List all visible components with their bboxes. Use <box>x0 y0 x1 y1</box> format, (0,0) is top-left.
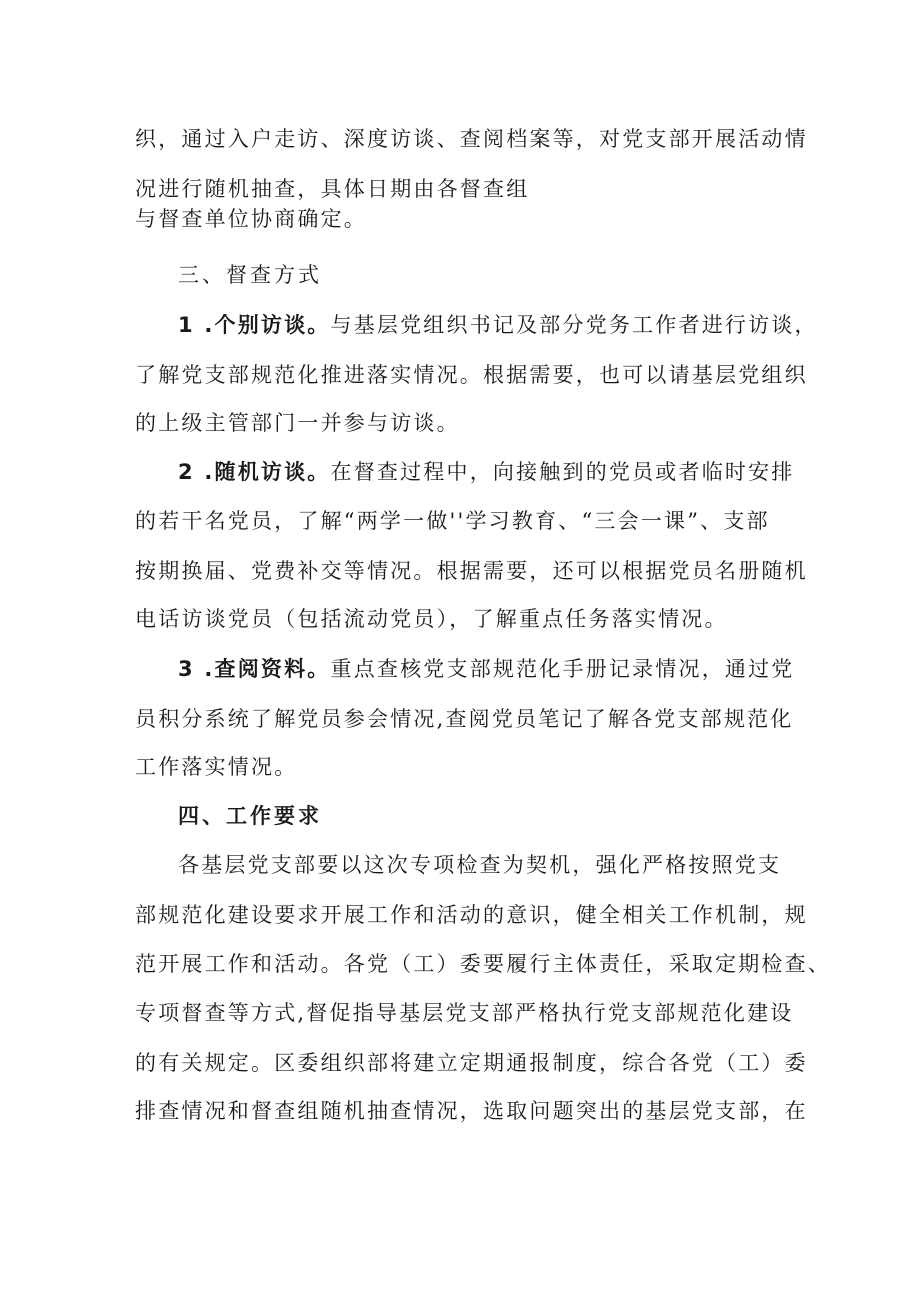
section-heading: 三、督查方式 <box>178 263 322 287</box>
paragraph-line: 工作落实情况。 <box>135 755 298 779</box>
paragraph-line: 的若干名党员，了解“两学一做''学习教育、“三会一课”、支部 <box>135 509 770 533</box>
item-3-lead: 3 .查阅资料。 <box>178 657 331 681</box>
paragraph-line: 员积分系统了解党员参会情况,查阅党员笔记了解各党支部规范化 <box>135 707 794 731</box>
paragraph-line: 况进行随机抽查，具体日期由各督查组 <box>135 177 530 201</box>
paragraph-line: 的有关规定。区委组织部将建立定期通报制度，综合各党（工）委 <box>135 1051 808 1075</box>
item-2-lead: 2 .随机访谈。 <box>178 460 331 484</box>
paragraph-line: 部规范化建设要求开展工作和活动的意识，健全相关工作机制，规 <box>135 903 808 927</box>
paragraph-line: 的上级主管部门一并参与访谈。 <box>135 411 460 435</box>
paragraph-line: 与督查单位协商确定。 <box>135 207 367 231</box>
paragraph-line: 了解党支部规范化推进落实情况。根据需要，也可以请基层党组织 <box>135 363 808 387</box>
item-1-lead: 1 .个别访谈。 <box>178 313 331 337</box>
paragraph-line: 电话访谈党员（包括流动党员），了解重点任务落实情况。 <box>135 607 728 631</box>
item-3-line <box>178 656 795 682</box>
item-3-text: 重点查核党支部规范化手册记录情况，通过党 <box>330 657 795 681</box>
item-2-line <box>178 459 795 485</box>
item-1-text: 与基层党组织书记及部分党务工作者进行访谈， <box>330 313 818 337</box>
paragraph-line: 按期换届、党费补交等情况。根据需要，还可以根据党员名册随机 <box>135 559 808 583</box>
item-2-text: 在督查过程中，向接触到的党员或者临时安排 <box>330 460 795 484</box>
item-1-line <box>178 312 818 338</box>
paragraph-line: 专项督查等方式,督促指导基层党支部严格执行党支部规范化建设 <box>135 1001 794 1025</box>
paragraph-line: 各基层党支部要以这次专项检查为契机，强化严格按照党支 <box>178 853 782 877</box>
paragraph-line: 织，通过入户走访、深度访谈、查阅档案等，对党支部开展活动情 <box>135 127 808 151</box>
paragraph-line: 排查情况和督查组随机抽查情况，选取问题突出的基层党支部，在 <box>135 1099 808 1123</box>
section-heading: 四、工作要求 <box>178 804 322 828</box>
paragraph-line: 范开展工作和活动。各党（工）委要履行主体责任，采取定期检查、 <box>135 952 831 976</box>
